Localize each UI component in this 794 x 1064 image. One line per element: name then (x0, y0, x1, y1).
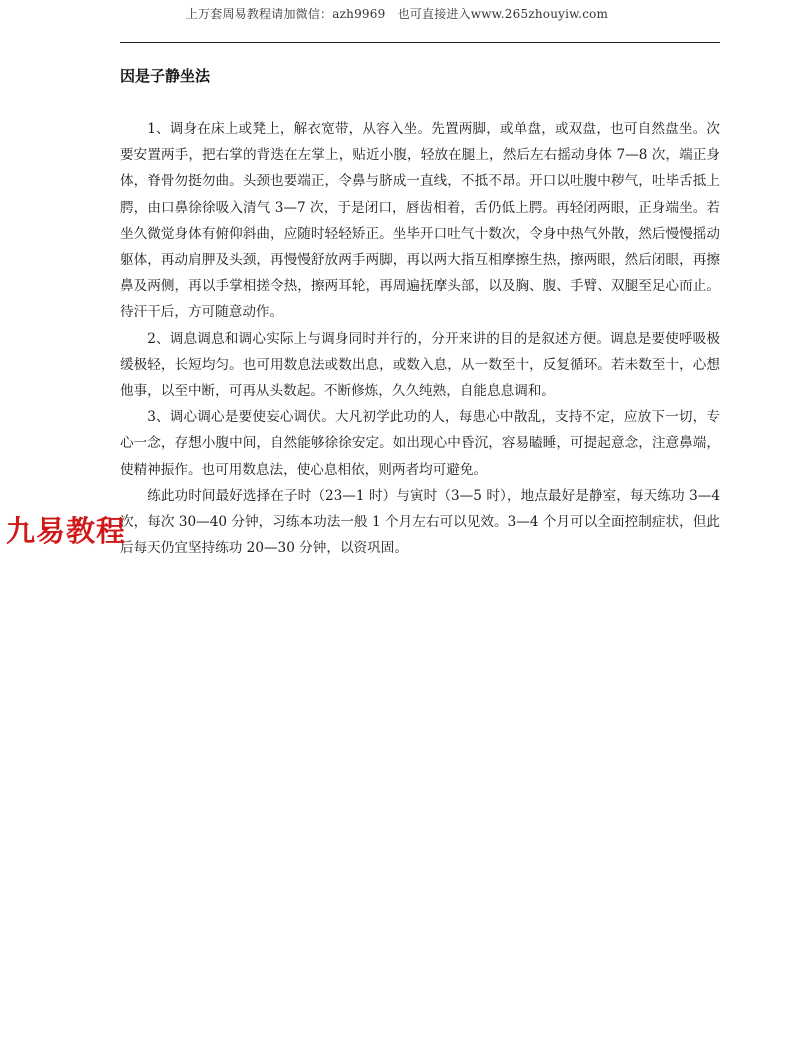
paragraph-adjust-mind: 3、调心调心是要使妄心调伏。大凡初学此功的人，每患心中散乱，支持不定，应放下一切，专心一念，存想小腹中间，自然能够徐徐安定。如出现心中昏沉，容易瞌睡，可提起意念，注意鼻端，使精神振作。也可用数息法，使心息相依，则两者均可避免。 (120, 409, 720, 478)
paragraph-adjust-body: 1、调身在床上或凳上，解衣宽带，从容入坐。先置两脚，或单盘，或双盘，也可自然盘坐。次要安置两手，把右掌的背迭在左掌上，贴近小腹，轻放在腿上，然后左右摇动身体 7—8 次，端正身体，脊骨勿挺勿曲。头颈也要端正，令鼻与脐成一直线，不抵不昂。开口以吐腹中秽气，吐毕舌抵上腭，由口鼻徐徐吸入清气 3—7 次，于是闭口，唇齿相着，舌仍低上腭。再轻闭两眼，正身端坐。若坐久微觉身体有俯仰斜曲，应随时轻轻矫正。坐毕开口吐气十数次，令身中热气外散，然后慢慢摇动躯体，再动肩胛及头颈，再慢慢舒放两手两脚，再以两大指互相摩擦生热，擦两眼，然后闭眼，再擦鼻及两侧，再以手掌相搓令热，擦两耳轮，再周遍抚摩头部，以及胸、腹、手臂、双腿至足心而止。待汗干后，方可随意动作。 (120, 121, 720, 321)
header-note: 上万套周易教程请加微信：azh9969 也可直接进入www.265zhouyiw.com (185, 7, 609, 21)
document-title: 因是子静坐法 (120, 67, 211, 85)
paragraph-adjust-breath: 2、调息调息和调心实际上与调身同时并行的，分开来讲的目的是叙述方便。调息是要使呼吸极缓极轻，长短均匀。也可用数息法或数出息，或数入息，从一数至十，反复循环。若未数至十，心想他事，以至中断，可再从头数起。不断修炼，久久纯熟，自能息息调和。 (120, 330, 720, 400)
watermark-logo: 九易教程 (6, 514, 127, 548)
header-divider (120, 42, 720, 43)
document-body (120, 116, 720, 561)
paragraph-practice-time: 练此功时间最好选择在子时（23—1 时）与寅时（3—5 时），地点最好是静室，每天练功 3—4 次，每次 30—40 分钟，习练本功法一般 1 个月左右可以见效。3—4 个月可以全面控制症状，但此后每天仍宜坚持练功 20—30 分钟，以资巩固。 (120, 487, 720, 557)
